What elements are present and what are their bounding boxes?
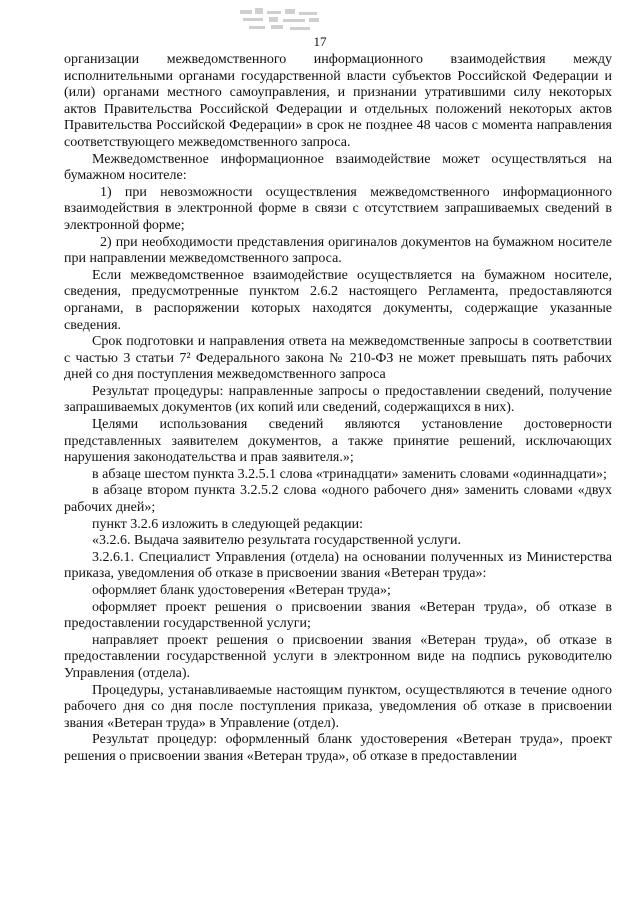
paragraph: Результат процедуры: направленные запросы о предоставлении сведений, получение запрашиваемых документов (их копий или сведений, содержащихся в них). (64, 383, 612, 416)
paragraph: организации межведомственного информационного взаимодействия между исполнительными органами государственной власти субъектов Российской Федерации и (или) органами местного самоуправления, и признании утратившими силу некоторых актов Правительства Российской Федерации и отдельных положений некоторых актов Правительства Российской Федерации» в срок не позднее 48 часов с момента направления соответствующего межведомственного запроса. (64, 52, 612, 150)
paragraph: оформляет проект решения о присвоении звания «Ветеран труда», об отказе в предоставлении государственной услуги; (64, 599, 612, 632)
paragraph: 3.2.6.1. Специалист Управления (отдела) на основании полученных из Министерства приказа, уведомления об отказе в присвоении звания «Ветеран труда»: (64, 549, 612, 582)
paragraph: 2) при необходимости представления оригиналов документов на бумажном носителе при направлении межведомственного запроса. (64, 234, 612, 267)
paragraph: 1) при невозможности осуществления межведомственного информационного взаимодействия в электронной форме в связи с отсутствием запрашиваемых сведений в электронной форме; (64, 184, 612, 233)
paragraph: Процедуры, устанавливаемые настоящим пунктом, осуществляются в течение одного рабочего дня со дня после поступления приказа, уведомления об отказе в присвоении звания «Ветеран труда» в Управление (отдел). (64, 682, 612, 731)
paragraph: в абзаце втором пункта 3.2.5.2 слова «одного рабочего дня» заменить словами «двух рабочих дней»; (64, 483, 612, 516)
paragraph: в абзаце шестом пункта 3.2.5.1 слова «тринадцати» заменить словами «одиннадцати»; (92, 466, 607, 482)
paragraph: пункт 3.2.6 изложить в следующей редакции: (92, 516, 363, 532)
paragraph: Результат процедур: оформленный бланк удостоверения «Ветеран труда», проект решения о присвоении звания «Ветеран труда», об отказе в предоставлении (64, 732, 612, 764)
document-body (64, 52, 612, 766)
paragraph: направляет проект решения о присвоении звания «Ветеран труда», об отказе в предоставлении государственной услуги в электронном виде на подпись руководителю Управления (отдела). (64, 632, 612, 681)
paragraph: Целями использования сведений являются установление достоверности представленных заявителем документов, а также принятие решений, исключающих нарушения законодательства и прав заявителя.»; (64, 417, 612, 466)
paragraph: Межведомственное информационное взаимодействие может осуществляться на бумажном носителе: (64, 151, 612, 184)
faded-stamp-mark (235, 6, 330, 36)
paragraph: Срок подготовки и направления ответа на межведомственные запросы в соответствии с частью 3 статьи 7² Федерального закона № 210-ФЗ не может превышать пять рабочих дней со дня поступления межведомственного запроса (64, 334, 612, 383)
paragraph: оформляет бланк удостоверения «Ветеран труда»; (92, 583, 391, 598)
page-number: 17 (313, 34, 327, 49)
paragraph: Если межведомственное взаимодействие осуществляется на бумажном носителе, сведения, предусмотренные пунктом 2.6.2 настоящего Регламента, предоставляются органами, в распоряжении которых находятся документы, содержащие указанные сведения. (64, 267, 612, 333)
paragraph: «3.2.6. Выдача заявителю результата государственной услуги. (92, 533, 462, 549)
